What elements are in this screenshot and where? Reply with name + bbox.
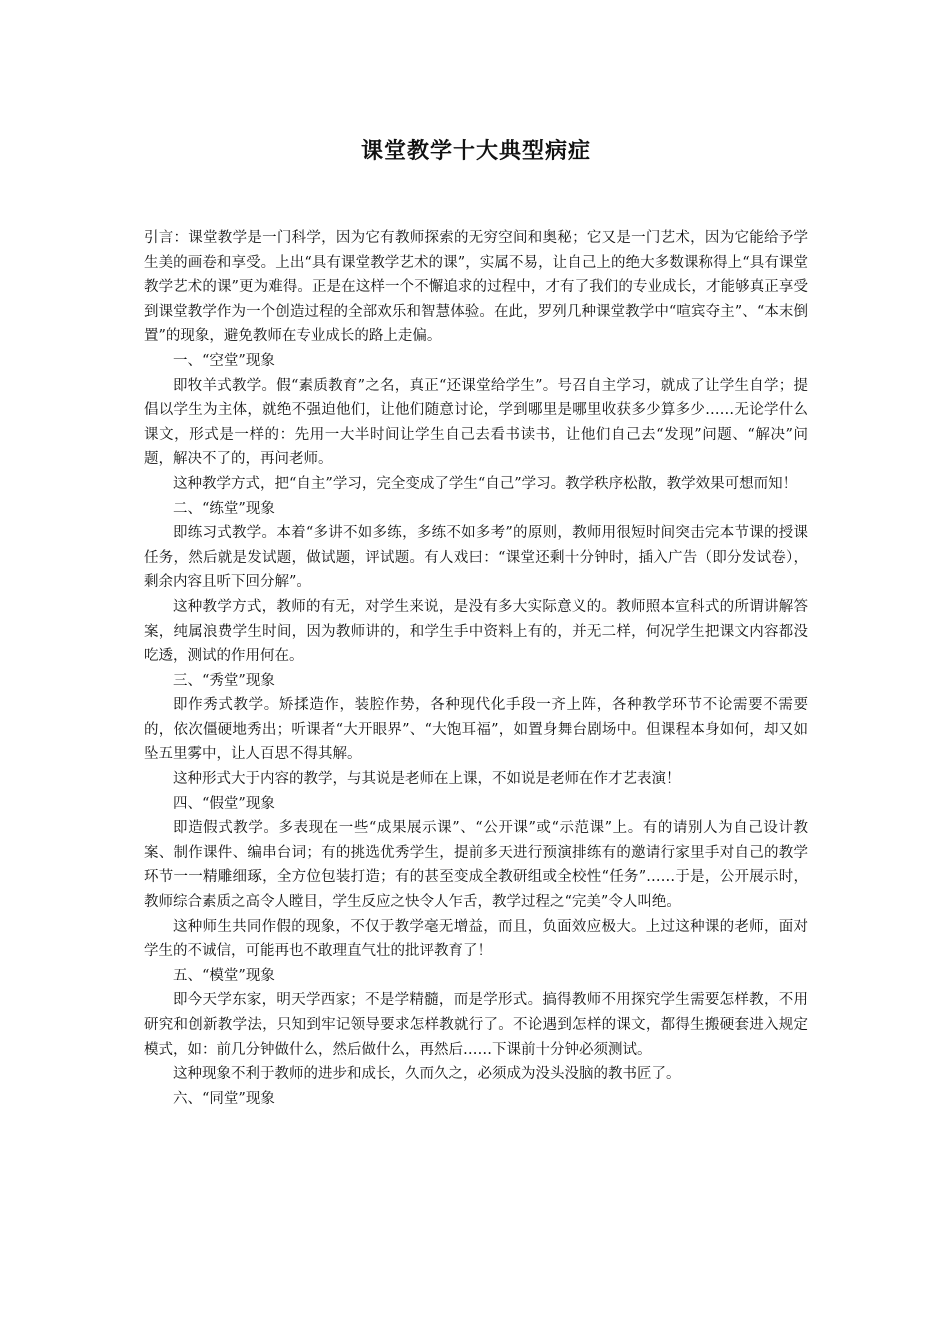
section-heading-5: 五、“模堂”现象 xyxy=(173,967,275,984)
body-paragraph: 即练习式教学。本着“多讲不如多练，多练不如多考”的原则，教师用很短时间突击完本节课的授课任务，然后就是发试题，做试题，评试题。有人戏曰：“课堂还剩十分钟时，插入广告（即分发试卷），剩余内容且听下回分解”。 xyxy=(144,525,808,591)
section-heading-3: 三、“秀堂”现象 xyxy=(173,672,275,689)
body-paragraph: 这种形式大于内容的教学，与其说是老师在上课，不如说是老师在作才艺表演！ xyxy=(173,771,681,788)
body-paragraph: 即牧羊式教学。假“素质教育”之名，真正“还课堂给学生”。号召自主学习，就成了让学生自学；提倡以学生为主体，就绝不强迫他们，让他们随意讨论，学到哪里是哪里收获多少算多少……无论学什么课文，形式是一样的：先用一大半时间让学生自己去看书读书，让他们自己去“发现”问题、“解决”问题，解决不了的，再问老师。 xyxy=(144,377,808,468)
body-paragraph: 这种教学方式，教师的有无，对学生来说，是没有多大实际意义的。教师照本宣科式的所谓讲解答案，纯属浪费学生时间，因为教师讲的，和学生手中资料上有的，并无二样，何况学生把课文内容都没吃透，测试的作用何在。 xyxy=(144,598,808,665)
intro-paragraph: 引言：课堂教学是一门科学，因为它有教师探索的无穷空间和奥秘；它又是一门艺术，因为它能给予学生美的画卷和享受。上出“具有课堂教学艺术的课”，实属不易，让自己上的绝大多数课称得上“具有课堂教学艺术的课”更为难得。正是在这样一个不懈追求的过程中，才有了我们的专业成长，才能够真正享受到课堂教学作为一个创造过程的全部欢乐和智慧体验。在此，罗列几种课堂教学中“喧宾夺主”、“本末倒置”的现象，避免教师在专业成长的路上走偏。 xyxy=(144,230,808,345)
body-paragraph: 即今天学东家，明天学西家；不是学精髓，而是学形式。搞得教师不用探究学生需要怎样教，不用研究和创新教学法，只知到牢记领导要求怎样教就行了。不论遇到怎样的课文，都得生搬硬套进入规定模式，如：前几分钟做什么，然后做什么，再然后……下课前十分钟必须测试。 xyxy=(144,992,808,1058)
body-paragraph: 这种现象不利于教师的进步和成长，久而久之，必须成为没头没脑的教书匠了。 xyxy=(173,1066,681,1083)
section-heading-6: 六、“同堂”现象 xyxy=(173,1090,275,1107)
document-title: 课堂教学十大典型病症 xyxy=(360,138,591,164)
section-heading-2: 二、“练堂”现象 xyxy=(173,500,275,517)
body-paragraph: 这种教学方式，把“自主”学习，完全变成了学生“自己”学习。教学秩序松散，教学效果可想而知！ xyxy=(173,475,798,492)
section-heading-4: 四、“假堂”现象 xyxy=(173,795,275,812)
body-paragraph: 这种师生共同作假的现象，不仅于教学毫无增益，而且，负面效应极大。上过这种课的老师，面对学生的不诚信，可能再也不敢理直气壮的批评教育了！ xyxy=(144,918,808,960)
section-heading-1: 一、“空堂”现象 xyxy=(173,352,275,369)
body-paragraph: 即造假式教学。多表现在一些“成果展示课”、“公开课”或“示范课”上。有的请别人为自己设计教案、制作课件、编串台词；有的挑选优秀学生，提前多天进行预演排练有的邀请行家里手对自己的教学环节一一精雕细琢，全方位包装打造；有的甚至变成全教研组或全校性“任务”……于是，公开展示时，教师综合素质之高令人瞠目，学生反应之快令人乍舌，教学过程之“完美”令人叫绝。 xyxy=(144,820,808,911)
document-body xyxy=(144,226,808,1111)
body-paragraph: 即作秀式教学。矫揉造作，装腔作势，各种现代化手段一齐上阵，各种教学环节不论需要不需要的，依次僵硬地秀出；听课者“大开眼界”、“大饱耳福”，如置身舞台剧场中。但课程本身如何，却又如坠五里雾中，让人百思不得其解。 xyxy=(144,697,808,763)
